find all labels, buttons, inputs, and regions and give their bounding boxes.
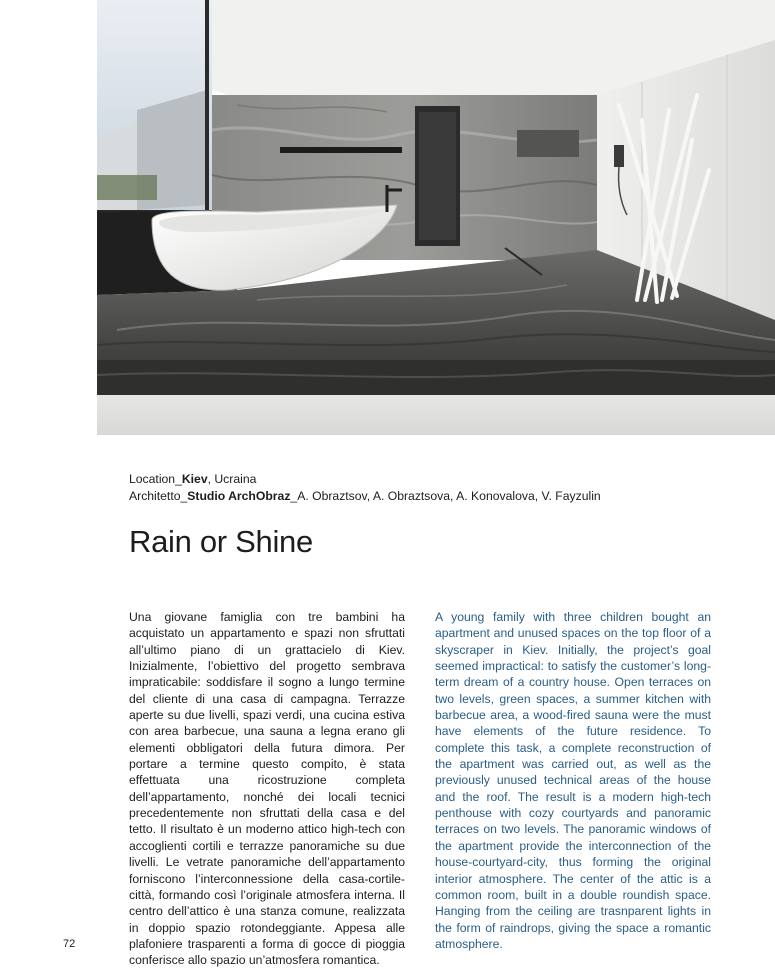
english-body-text: A young family with three children bought an apartment and unused spaces on the top floor of a skyscraper in Kiev. Initially, the project’s goal seemed impractical: to satisfy the customer’s long-term dream of a country house. Open terraces on two levels, green spaces, a summer kitchen with barbecue area, a wood-fired sauna were the must have elements of the future residence. To complete this task, a complete reconstruction of the apartment was carried out, as well as the previously unused technical areas of the house and the roof. The result is a modern high-tech penthouse with cozy courtyards and panoramic terraces on two levels. The panoramic windows of the apartment provide the interconnection of the house-courtyard-city, thus forming the original interior atmosphere. The center of the attic is a common room, built in a double roundish space. Hanging from the ceiling are trasnparent lights in the form of raindrops, giving the space a romantic atmosphere. bbox=[435, 610, 711, 951]
location-country: , Ucraina bbox=[207, 472, 257, 486]
page-number: 72 bbox=[63, 938, 76, 950]
location-line bbox=[129, 471, 601, 488]
location-prefix: Location_ bbox=[129, 472, 182, 486]
article-title: Rain or Shine bbox=[129, 524, 313, 559]
shelf bbox=[280, 147, 402, 153]
bathroom-photo bbox=[97, 0, 775, 435]
architect-line bbox=[129, 488, 601, 505]
bottom-floor bbox=[97, 395, 775, 435]
architect-prefix: Architetto_ bbox=[129, 488, 188, 503]
project-credits bbox=[129, 471, 601, 504]
architect-studio: Studio ArchObraz bbox=[187, 488, 291, 503]
location-city: Kiev bbox=[181, 472, 208, 486]
bathroom-illustration bbox=[97, 0, 775, 435]
architect-names: _A. Obraztsov, A. Obraztsova, A. Konovalova, V. Fayzulin bbox=[290, 488, 601, 503]
italian-body-text: Una giovane famiglia con tre bambini ha acquistato un appartamento e spazi non sfruttati all’ultimo piano di un grattacielo di Kiev. Inizialmente, l’obiettivo del progetto sembrava impraticabile: soddisfare il sogno a lungo termine del cliente di una casa di campagna. Terrazze aperte su due livelli, spazi verdi, una cucina estiva con area barbecue, una sauna a legna erano gli elementi obbligatori della futura dimora. Per portare a termine questo compito, è stata effettuata una ricostruzione completa dell’appartamento, nonché dei locali tecnici precedentemente non sfruttati della casa e del tetto. Il risultato è un moderno attico high-tech con accoglienti cortili e terrazze panoramiche su due livelli. Le vetrate panoramiche dell’appartamento forniscono l’interconnessione della casa-cortile-città, formando così l’originale atmosfera interna. Il centro dell’attico è una stanza comune, realizzata in doppio spazio rotondeggiante. Appesa alle plafoniere trasparenti a forma di gocce di pioggia conferisce allo spazio un’atmosfera romantica. bbox=[129, 610, 405, 968]
